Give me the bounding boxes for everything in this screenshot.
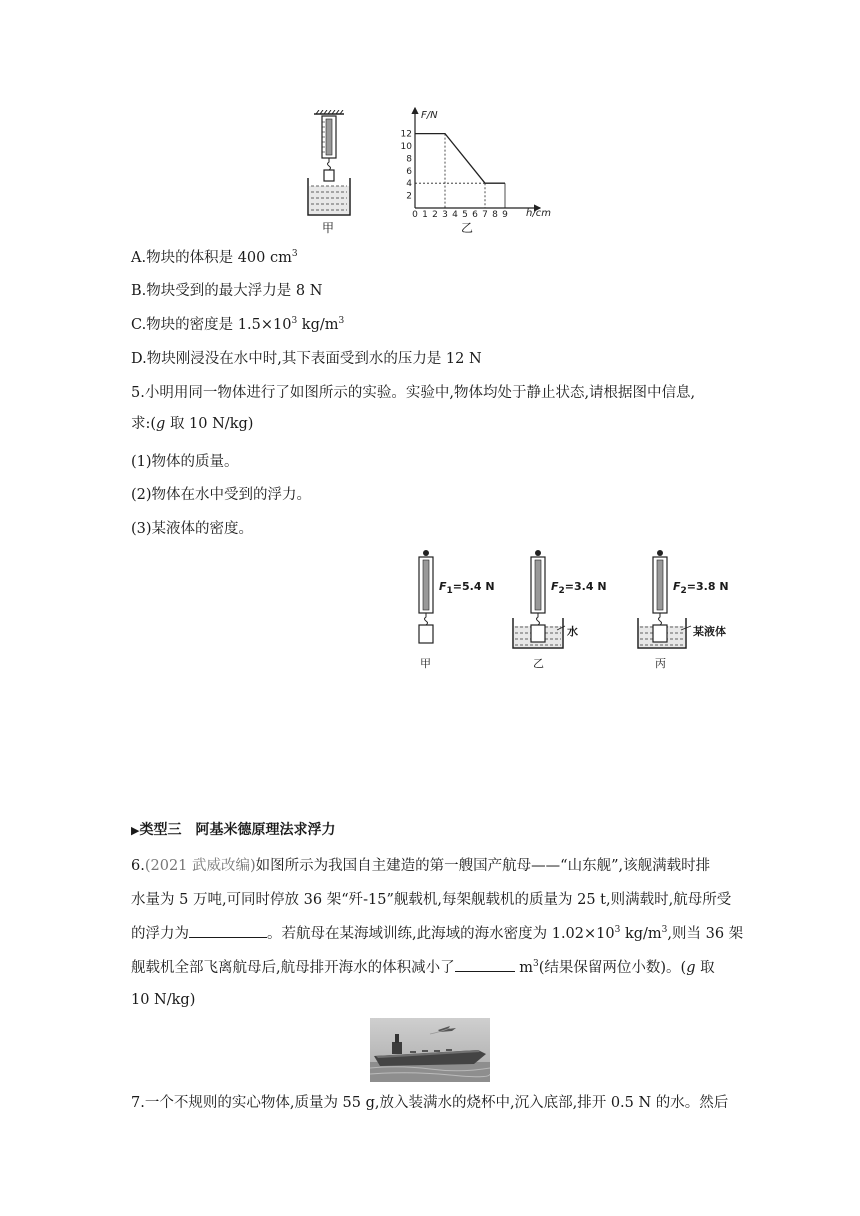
section-marker-icon: ▶ <box>131 824 140 837</box>
y-tick-label: 6 <box>406 166 412 177</box>
x-tick-label: 9 <box>502 210 508 220</box>
y-tick-label: 4 <box>406 179 412 190</box>
question-5-sub-2: (2)物体在水中受到的浮力。 <box>131 487 312 503</box>
question-5-line-1: 5.小明用同一物体进行了如图所示的实验。实验中,物体均处于静止状态,请根据图中信息, <box>131 385 696 401</box>
figure-label-jia: 甲 <box>322 221 335 235</box>
y-tick-label: 12 <box>400 129 412 140</box>
question-6-line-4: 舰载机全部飞离航母后,航母排开海水的体积减小了 $m^3$(结果保留两位小数)。(g 取 <box>131 959 715 976</box>
section-heading: ▶类型三 阿基米德原理法求浮力 <box>131 822 336 838</box>
question-5-sub-1: (1)物体的质量。 <box>131 454 239 470</box>
x-tick-label: 2 <box>432 210 438 220</box>
water-label: 水 <box>567 625 578 638</box>
answer-blank-2[interactable] <box>455 957 515 972</box>
caption-jia: 甲 <box>420 657 431 670</box>
option-d: D.物块刚浸没在水中时,其下表面受到水的压力是 12 N <box>131 351 482 367</box>
x-tick-label: 7 <box>482 210 488 220</box>
figure-spring-scale-beaker <box>300 110 360 235</box>
spring-scale-bing <box>638 550 691 648</box>
caption-bing: 丙 <box>655 657 666 670</box>
spring-scale-jia <box>419 550 433 643</box>
force-label-f3: $F_2=3.8$ N <box>673 580 729 596</box>
caption-yi: 乙 <box>533 657 544 670</box>
x-axis-label: h/cm <box>526 208 551 219</box>
x-tick-label: 4 <box>452 210 458 220</box>
y-tick-label: 8 <box>406 154 412 165</box>
x-tick-label: 0 <box>412 210 418 220</box>
question-6-line-3: 的浮力为 。若航母在某海域训练,此海域的海水密度为 $1.02\times 10^3$ $kg/m^3$,则当 36 架 <box>131 925 744 942</box>
liquid-label: 某液体 <box>693 625 726 638</box>
question-6-line-5: 10 N/kg) <box>131 992 196 1008</box>
question-5-line-2: 求:(g 取 10 N/kg) <box>131 416 254 432</box>
y-tick-label: 2 <box>406 191 412 202</box>
spring-scale-yi <box>513 550 565 648</box>
option-b: B.物块受到的最大浮力是 8 N <box>131 283 323 299</box>
answer-blank-1[interactable] <box>189 923 267 938</box>
x-tick-label: 8 <box>492 210 498 220</box>
figure-q5-experiments <box>405 548 740 673</box>
figure-label-yi: 乙 <box>461 221 474 235</box>
option-c: C.物块的密度是 $1.5\times 10^3$ $kg/m^3$ <box>131 316 345 333</box>
y-tick-label: 10 <box>400 142 412 152</box>
force-label-f1: $F_1=5.4$ N <box>439 580 495 596</box>
question-6-line-2: 水量为 5 万吨,可同时停放 36 架“歼-15”舰载机,每架舰载机的质量为 25 t,则满载时,航母所受 <box>131 892 732 908</box>
question-7-line-1: 7.一个不规则的实心物体,质量为 55 g,放入装满水的烧杯中,沉入底部,排开 0.5 N 的水。然后 <box>131 1095 729 1111</box>
x-tick-label: 5 <box>462 210 468 220</box>
option-a: A.物块的体积是 400 $cm^3$ <box>131 249 298 266</box>
question-6-line-1: 6.(2021 武威改编)如图所示为我国自主建造的第一艘国产航母——“山东舰”,该舰满载时排 <box>131 858 711 874</box>
x-tick-label: 6 <box>472 210 478 220</box>
x-tick-label: 3 <box>442 210 448 220</box>
x-tick-label: 1 <box>422 210 428 220</box>
force-label-f2: $F_2=3.4$ N <box>551 580 607 596</box>
y-axis-label: F/N <box>421 110 438 121</box>
question-5-sub-3: (3)某液体的密度。 <box>131 521 254 537</box>
series-line <box>415 134 505 184</box>
aircraft-carrier-photo <box>370 1018 490 1082</box>
force-depth-graph <box>370 104 560 222</box>
